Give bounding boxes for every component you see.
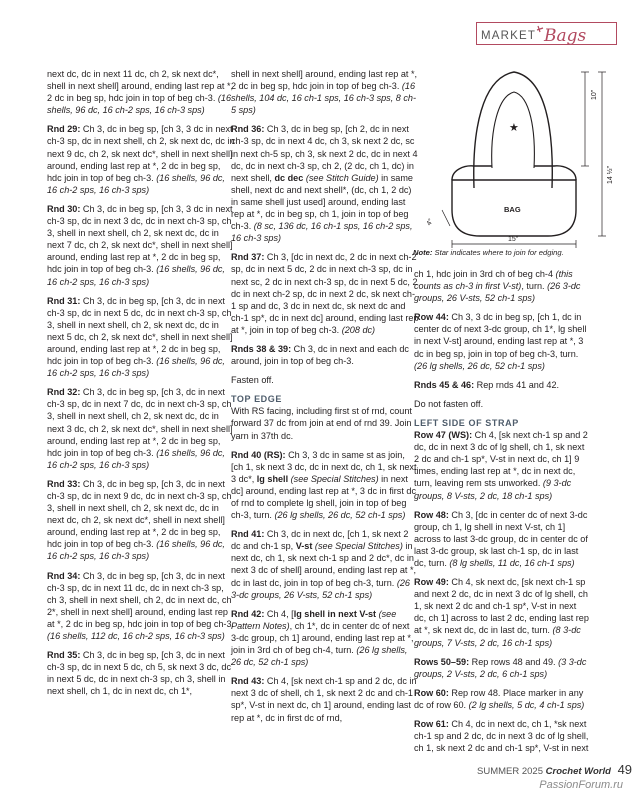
paragraph: Rnd 41: Ch 3, dc in next dc, [ch 1, sk next 2 dc and ch-1 sp, V-st (see Special Stitches) in next dc, ch 1, sk next ch-1 sp and 2 dc*, dc in next 3 dc of shell] around, ending last rep at *, dc in last dc, join in top of beg ch-3, turn. (26 3-dc groups, 26 V-sts, 52 ch-1 sps) (231, 529, 417, 600)
figure-note-text: Star indicates where to join for edging. (432, 248, 564, 257)
bag-label: BAG (504, 205, 521, 214)
dim-line-side (442, 210, 450, 226)
bag-schematic (412, 60, 617, 260)
paragraph: Row 47 (WS): Ch 4, [sk next ch-1 sp and 2 dc, dc in next 3 dc of lg shell, ch 1, sk next 2 dc and ch-1 sp*, V-st in next dc, ch 1] 9 times, ending last rep at *, dc in next dc, turn, leaving rem sts unworked. (9 3-dc groups, 8 V-sts, 2 dc, 18 ch-1 sps) (414, 430, 588, 501)
paragraph: Row 49: Ch 4, sk next dc, [sk next ch-1 sp and next 2 dc, dc in next 3 dc of lg shell, ch 1, sk next 2 dc and ch-1 sp*, V-st in next dc, ch 1] across to last 2 dc, ending last rep at *, sk next dc, dc in last dc, turn. (8 3-dc groups, 7 V-sts, 2 dc, 16 ch-1 sps) (414, 577, 589, 648)
paragraph: ch 1, hdc join in 3rd ch of beg ch-4 (this counts as ch-3 in first V-st), turn. (26 3-dc groups, 26 V-sts, 52 ch-1 sps) (414, 269, 581, 304)
dim-label-height: 10" (591, 89, 598, 100)
market-bags-banner (476, 20, 617, 48)
page-number: 49 (617, 762, 633, 777)
paragraph: Rnd 29: Ch 3, dc in beg sp, [ch 3, 3 dc in next ch-3 sp, dc in next shell, ch 2, sk next dc, dc in next 9 dc, ch 2, sk next dc*, shell in next shell] around, ending last rep at *, 2 dc in beg sp, hdc join in top of beg ch-3. (16 shells, 96 dc, 16 ch-2 sps, 16 ch-3 sps) (47, 124, 235, 195)
paragraph: Rnd 36: Ch 3, dc in beg sp, [ch 2, dc in next ch-3 sp, dc in next 4 dc, ch 3, sk next 2 dc, sc in next ch-5 sp, ch 3, sk next 2 dc, dc in next 4 dc, dc in next ch-3 sp, ch 2, (2 dc, ch 1, dc) in next shell, dc dec (see Stitch Guide) in same shell, next dc and next shell*, (dc, ch 1, 2 dc) in same shell just used] around, ending last rep at *, dc in beg sp, ch 1, join in top of beg ch-3. (8 sc, 136 dc, 16 ch-1 sps, 16 ch-2 sps, 16 ch-3 sps) (231, 124, 418, 244)
paragraph: Rnd 31: Ch 3, dc in beg sp, [ch 3, dc in next ch-3 sp, dc in next 5 dc, dc in next ch-3 sp, ch 3, shell in next shell, ch 2, sk next dc, dc in next 5 dc, ch 2, sk next dc*, shell in next shell] around, ending last rep at *, 2 dc in beg sp, hdc join in top of beg ch-3. (16 shells, 96 dc, 16 ch-2 sps, 16 ch-3 sps) (47, 295, 233, 379)
dim-label-body: 14 ½" (607, 165, 614, 184)
watermark: PassionForum.ru (539, 779, 623, 791)
paragraph: Row 60: Rep row 48. Place marker in any dc of row 60. (2 lg shells, 5 dc, 4 ch-1 sps) (414, 687, 585, 710)
paragraph: Rnd 30: Ch 3, dc in beg sp, [ch 3, 3 dc in next ch-3 sp, dc in next 3 dc, dc in next ch-3 sp, ch 3, shell in next shell, ch 2, sk next dc, dc in next 7 dc, ch 2, sk next dc*, shell in next shell] around, ending last rep at *, 2 dc in beg sp, hdc join in top of beg ch-3. (16 shells, 96 dc, 16 ch-2 sps, 16 ch-3 sps) (47, 203, 233, 287)
section-heading-left-side-of-strap: LEFT SIDE OF STRAP (414, 417, 519, 428)
paragraph: Rnd 42: Ch 4, [lg shell in next V-st (see Pattern Notes), ch 1*, dc in center dc of next 3-dc group, ch 1] around, ending last rep at *, join in 3rd ch of beg ch-4, turn. (26 lg shells, 26 dc, 52 ch-1 sps) (231, 608, 414, 668)
paragraph: Rnd 37: Ch 3, [dc in next dc, 2 dc in next ch-2 sp, dc in next 5 dc, 2 dc in next ch-3 sp, dc in next sc, 2 dc in next ch-3 sp, dc in next 5 dc, 2 dc in next ch-2 sp, dc in next 2 dc, sk next ch-1 sp and dc, 3 dc in next dc, sk next dc and ch-1 sp*, dc in next dc] around, ending last rep at *, join in top of beg ch-3. (208 dc) (231, 252, 419, 335)
dim-label-side: 4" (425, 217, 435, 227)
paragraph: Rnds 45 & 46: Rep rnds 41 and 42. (414, 379, 560, 390)
paragraph: Rnd 40 (RS): Ch 3, 3 dc in same st as join, [ch 1, sk next 3 dc, dc in next dc, ch 1, sk next 3 dc*, lg shell (see Special Stitches) in next dc] around, ending last rep at *, 3 dc in first dc of rnd to complete lg shell, join in top of beg ch-3, turn. (26 lg shells, 26 dc, 52 ch-1 sps) (231, 449, 417, 521)
paragraph: Fasten off. (231, 375, 274, 386)
paragraph: Row 61: Ch 4, dc in next dc, ch 1, *sk next ch-1 sp and 2 dc, dc in next 3 dc of lg shell, ch 1, sk next 2 dc and ch-1 sp*, V-st in next (414, 719, 589, 754)
banner-word-market: MARKET (481, 30, 537, 42)
text-column-2 (231, 68, 419, 731)
paragraph: Do not fasten off. (414, 398, 484, 409)
paragraph: Row 44: Ch 3, 3 dc in beg sp, [ch 1, dc in center dc of next 3-dc group, ch 1*, lg shell in next V-st] around, ending last rep at *, 3 dc in beg sp, join in top of beg ch-3, turn. (26 lg shells, 26 dc, 52 ch-1 sps) (414, 312, 587, 371)
footer-issue: SUMMER 2025 (477, 766, 543, 777)
page-footer (477, 762, 632, 777)
paragraph: Rnd 43: Ch 4, [sk next ch-1 sp and 2 dc, dc in next 3 dc of shell, ch 1, sk next 2 dc and ch-1 sp*, V-st in next dc, ch 1] around, ending last rep at *, dc in first dc of rnd, (231, 676, 417, 723)
section-heading-top-edge: TOP EDGE (231, 394, 282, 405)
text-column-3 (414, 268, 590, 761)
figure-note (413, 248, 613, 258)
dim-label-width: 15" (508, 236, 519, 243)
text-column-1 (47, 68, 235, 705)
paragraph: Rnds 38 & 39: Ch 3, dc in next and each dc around, join in top of beg ch-3. (231, 343, 409, 367)
paragraph: Rnd 35: Ch 3, dc in beg sp, [ch 3, dc in next ch-3 sp, dc in next 5 dc, ch 5, sk next 3 dc, dc in next 5 dc, dc in next ch-3 sp, ch 3, shell in next shell, ch 1, dc in next dc, ch 1*, (47, 650, 231, 697)
footer-magazine: Crochet World (545, 766, 611, 777)
paragraph: Rnd 32: Ch 3, dc in beg sp, [ch 3, dc in next ch-3 sp, dc in next 7 dc, dc in next ch-3 sp, ch 3, shell in next shell, ch 2, sk next dc, dc in next 3 dc, ch 2, sk next dc*, shell in next shell] around, ending last rep at *, 2 dc in beg sp, hdc join in top of beg ch-3. (16 shells, 96 dc, 16 ch-2 sps, 16 ch-3 sps) (47, 387, 233, 470)
paragraph: next dc, dc in next 11 dc, ch 2, sk next dc*, shell in next shell] around, ending last rep at *, 2 dc in beg sp, hdc join in top of beg ch-3. (16 shells, 96 dc, 16 ch-2 sps, 16 ch-3 sps) (47, 69, 234, 116)
paragraph: Rnd 34: Ch 3, dc in beg sp, [ch 3, dc in next ch-3 sp, dc in next 11 dc, dc in next ch-3 sp, ch 3, shell in next shell, ch 2, dc in next dc, ch 2*, shell in next shell] around, ending last rep at *, 2 dc in beg sp, hdc join in top of beg ch-3. (16 shells, 112 dc, 16 ch-2 sps, 16 ch-3 sps) (47, 570, 235, 642)
bag-top-edge (452, 166, 576, 180)
paragraph: Row 48: Ch 3, [dc in center dc of next 3-dc group, ch 1, lg shell in next V-st, ch 1] across to last 3-dc group, dc in center dc of last 3-dc group, sk last ch-1 sp, dc in last dc, turn. (8 lg shells, 11 dc, 16 ch-1 sps) (414, 509, 588, 568)
figure-note-label: Note: (413, 248, 433, 257)
paragraph: Rnd 33: Ch 3, dc in beg sp, [ch 3, dc in next ch-3 sp, dc in next 9 dc, dc in next ch-3 sp, ch 3, shell in next shell, ch 2, sk next dc, dc in next dc, ch 2, sk next dc*, shell in next shell] around, ending last rep at *, 2 dc in beg sp, hdc join in top of beg ch-3. (16 shells, 96 dc, 16 ch-2 sps, 16 ch-3 sps) (47, 478, 232, 562)
paragraph: Rows 50–59: Rep rows 48 and 49. (3 3-dc groups, 2 V-sts, 2 dc, 6 ch-1 sps) (414, 656, 587, 679)
banner-word-bags: Bags (544, 26, 587, 46)
star-icon: ★ (509, 122, 519, 134)
paragraph: With RS facing, including first st of rnd, count forward 37 dc from join at end of rnd 39. Join yarn in 37th dc. (231, 406, 412, 441)
paragraph: shell in next shell] around, ending last rep at *, 2 dc in beg sp, hdc join in top of beg ch-3. (16 shells, 104 dc, 16 ch-1 sps, 16 ch-3 sps, 8 ch-5 sps) (231, 69, 418, 116)
